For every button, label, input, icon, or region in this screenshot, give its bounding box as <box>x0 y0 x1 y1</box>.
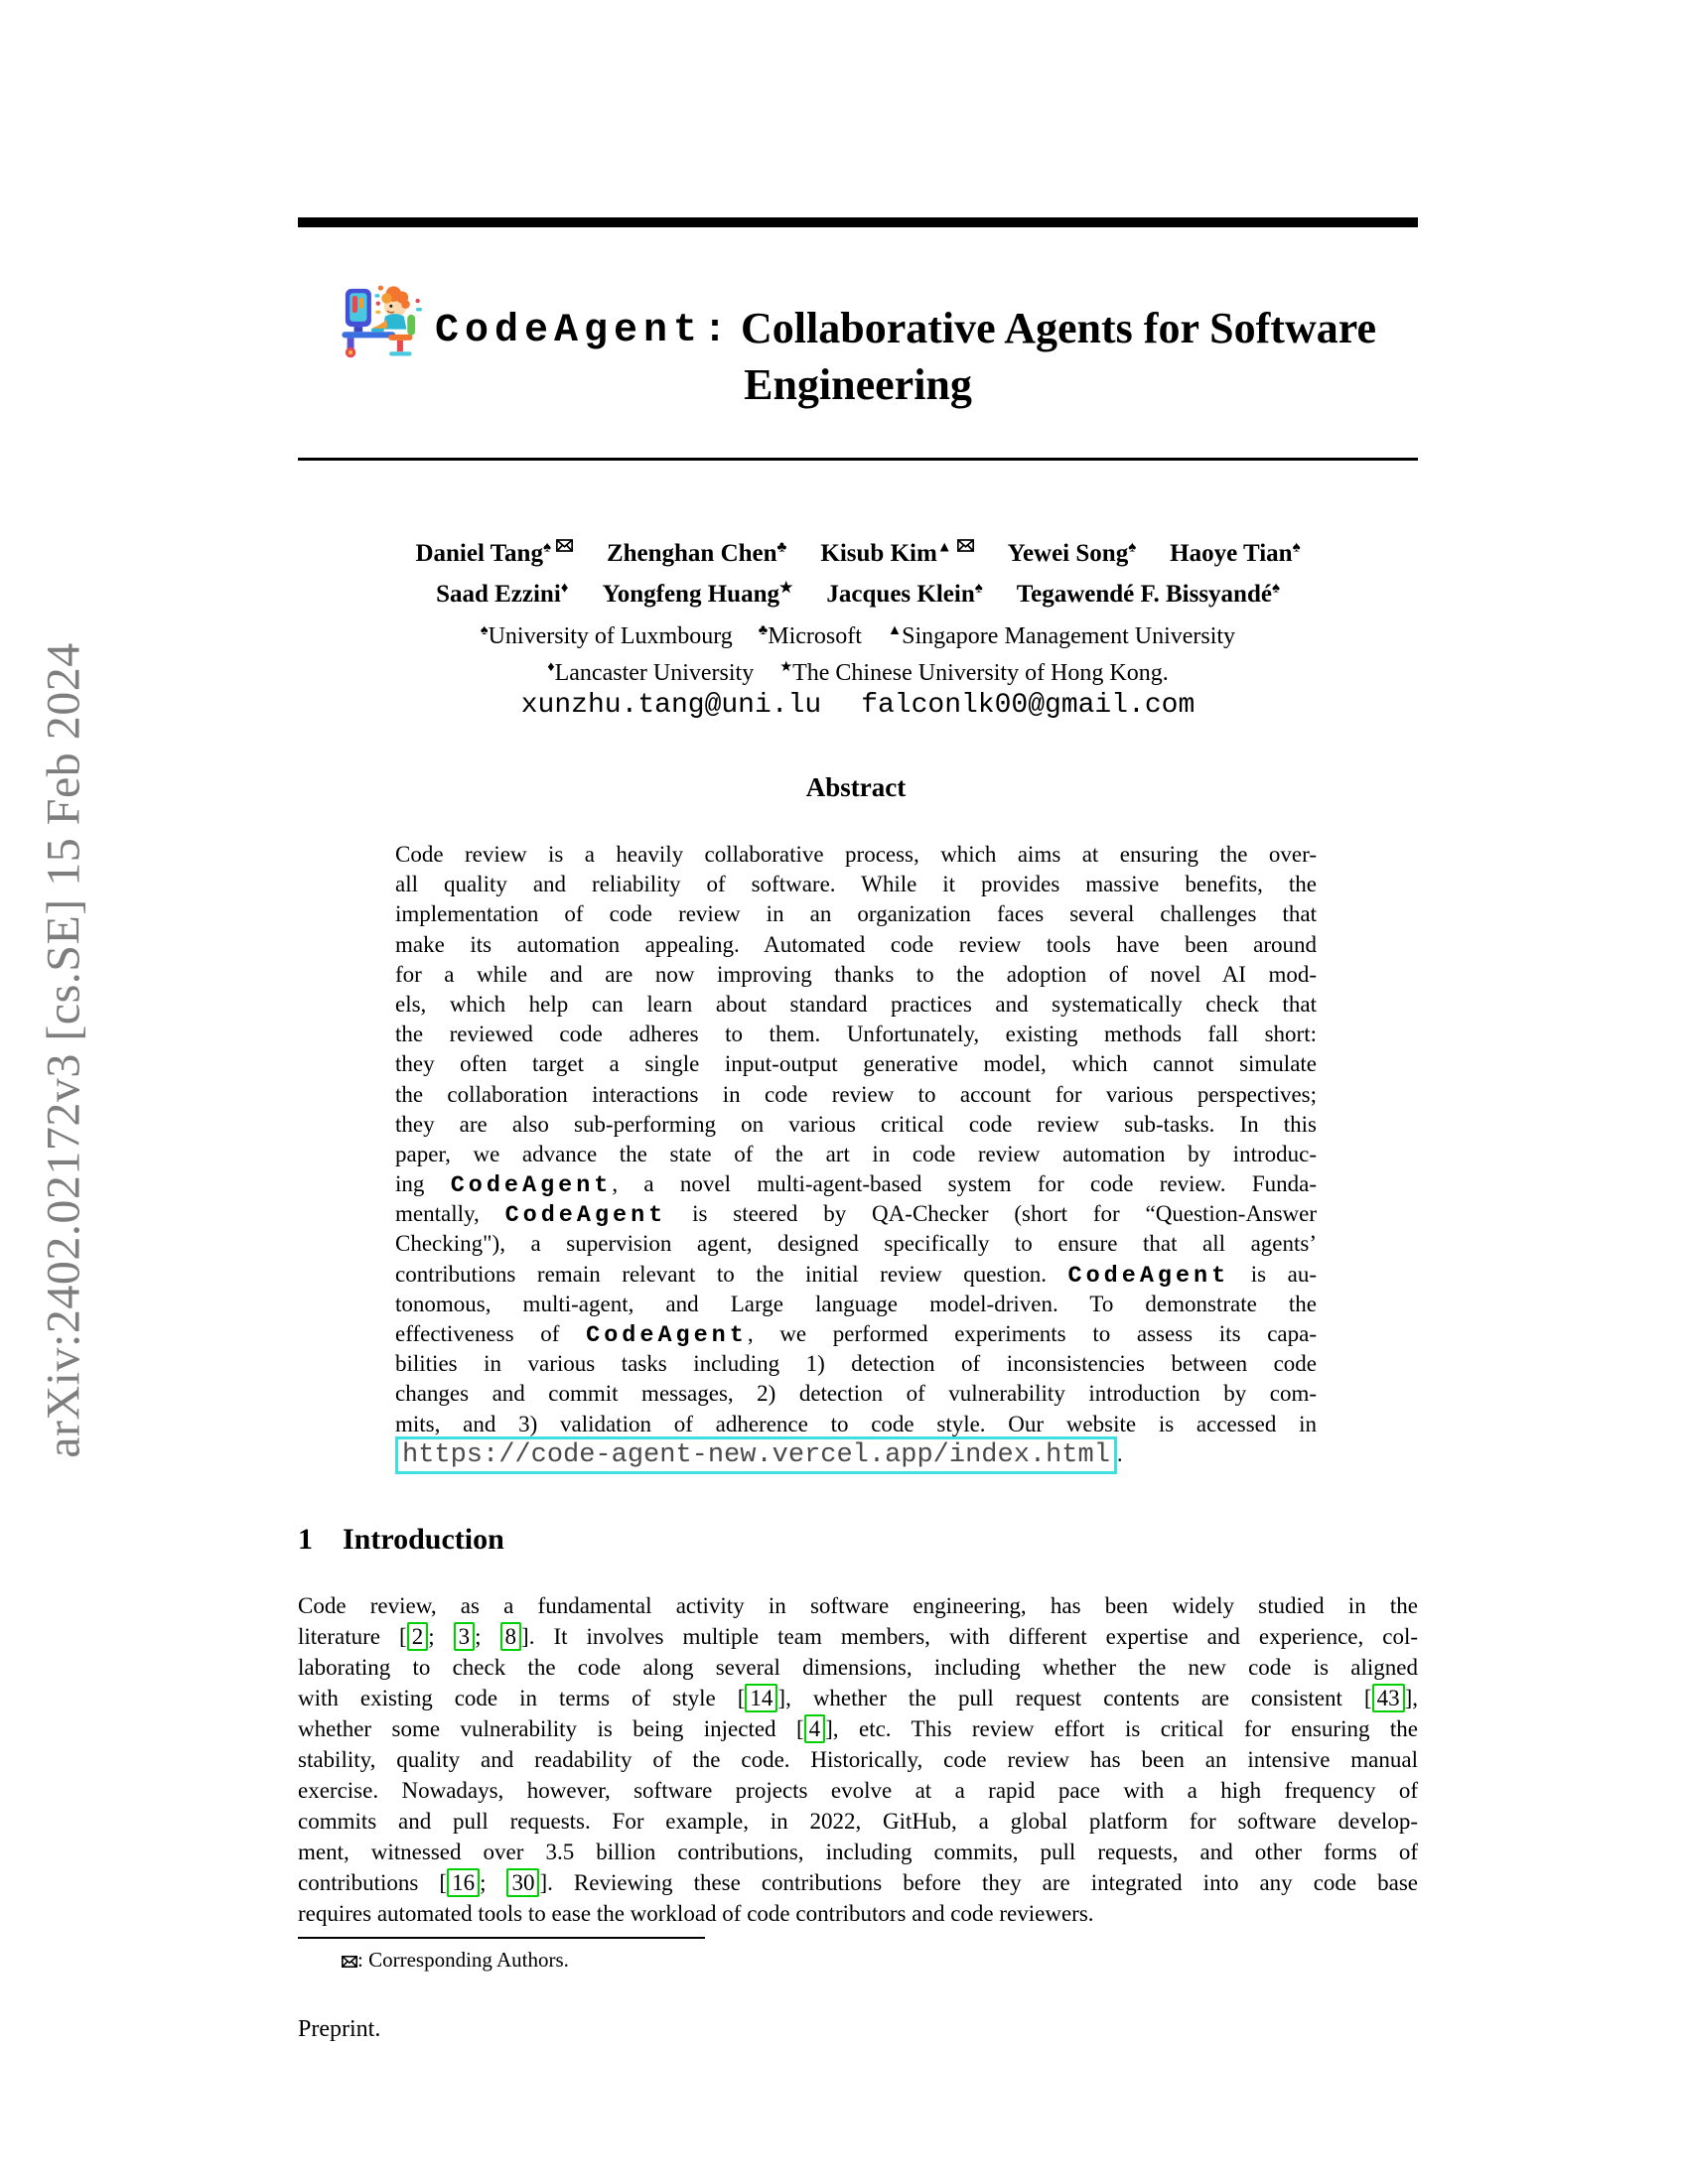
text-span: Code review is a heavily collaborative process, which aims at ensuring the over- <box>395 842 1317 867</box>
affiliation-mark: ▲ <box>936 540 952 556</box>
text-span: ], whether the pull request contents are consistent [ <box>777 1686 1372 1710</box>
text-span: mentally, <box>395 1201 505 1227</box>
text-span: Code review, as a fundamental activity in software engineering, has been widely studied in the <box>298 1593 1418 1618</box>
text-line <box>298 1590 1418 1621</box>
text-span: ], <box>1404 1686 1418 1710</box>
text-span: stability, quality and readability of the code. Historically, code review has been an intensive manual <box>298 1747 1418 1772</box>
text-line <box>395 840 1317 870</box>
introduction-text <box>298 1590 1418 1929</box>
text-line <box>298 1898 1418 1929</box>
text-line <box>395 1020 1317 1049</box>
affiliation-mark: ♠ <box>1271 580 1280 597</box>
text-span: . <box>1116 1440 1123 1466</box>
website-link[interactable]: https://code-agent-new.vercel.app/index.html <box>395 1436 1117 1474</box>
footnote-rule <box>298 1937 705 1939</box>
author-name: Saad Ezzini♦ <box>436 580 569 608</box>
footnote <box>342 1947 569 1973</box>
envelope-icon <box>957 539 974 552</box>
text-line <box>395 1379 1317 1409</box>
text-line <box>298 1867 1418 1898</box>
affiliation-mark: ♠ <box>974 580 983 597</box>
corresponding-author-mark <box>556 533 573 557</box>
text-line <box>395 1349 1317 1379</box>
author-name: Kisub Kim▲ <box>820 540 973 567</box>
text-line <box>395 1290 1317 1319</box>
text-line <box>298 1621 1418 1652</box>
text-line <box>395 1080 1317 1110</box>
text-span: tonomous, multi-agent, and Large language model-driven. To demonstrate the <box>395 1291 1317 1316</box>
author-name: Yewei Song♠ <box>1007 540 1137 568</box>
text-span: implementation of code review in an organization faces several challenges that <box>395 901 1317 927</box>
text-span: ]. Reviewing these contributions before they are integrated into any code base <box>539 1870 1419 1895</box>
author-row <box>298 528 1418 571</box>
text-span: commits and pull requests. For example, in 2022, GitHub, a global platform for software develop- <box>298 1809 1418 1834</box>
citation-link[interactable]: 3 <box>454 1622 476 1651</box>
email-row <box>298 691 1418 721</box>
affiliation-mark: ★ <box>779 658 793 675</box>
text-span: ing <box>395 1171 451 1197</box>
text-line <box>395 899 1317 929</box>
title-mono-part: CodeAgent: <box>434 309 734 353</box>
text-span: contributions remain relevant to the initial review question. <box>395 1261 1068 1287</box>
text-span: contributions [ <box>298 1870 448 1895</box>
codeagent-logo-icon <box>340 282 427 359</box>
corresponding-author-mark <box>957 533 974 557</box>
affiliations <box>298 615 1418 689</box>
text-span: ment, witnessed over 3.5 billion contributions, including commits, pull requests, and other forms of <box>298 1840 1418 1864</box>
text-line <box>298 1713 1418 1744</box>
text-span: is steered by QA-Checker (short for “Question-Answer <box>666 1201 1318 1227</box>
author-row <box>298 571 1418 611</box>
text-span: make its automation appealing. Automated code review tools have been around <box>395 931 1317 957</box>
text-span: they often target a single input-output generative model, which cannot simulate <box>395 1051 1317 1077</box>
text-line <box>395 960 1317 990</box>
codeagent-keyword: CodeAgent <box>504 1202 667 1230</box>
abstract-text <box>395 840 1317 1469</box>
text-span: effectiveness of <box>395 1321 587 1346</box>
affiliation-mark: ▲ <box>887 621 903 638</box>
affiliation: ♠University of Luxmbourg <box>480 621 733 649</box>
section-heading-introduction <box>298 1523 504 1557</box>
text-line <box>395 1169 1317 1199</box>
author-block <box>298 528 1418 721</box>
text-span: all quality and reliability of software. While it provides massive benefits, the <box>395 872 1317 897</box>
abstract-section <box>395 772 1317 1469</box>
author-name: Haoye Tian♠ <box>1170 540 1301 568</box>
citation-link[interactable]: 30 <box>506 1868 539 1897</box>
affiliation-mark: ♠ <box>542 540 551 556</box>
text-span: Checking"), a supervision agent, designed specifically to ensure that all agents’ <box>395 1231 1317 1257</box>
title-rule <box>298 458 1418 461</box>
author-name: Jacques Klein♠ <box>826 580 983 608</box>
text-span: els, which help can learn about standard practices and systematically check that <box>395 991 1317 1017</box>
codeagent-keyword: CodeAgent <box>450 1172 613 1200</box>
envelope-icon <box>556 539 573 552</box>
text-span: they are also sub-performing on various critical code review sub-tasks. In this <box>395 1111 1317 1137</box>
text-span: paper, we advance the state of the art in code review automation by introduc- <box>395 1141 1317 1166</box>
author-name: Zhenghan Chen♣ <box>606 540 787 568</box>
text-span: changes and commit messages, 2) detection of vulnerability introduction by com- <box>395 1381 1317 1407</box>
affiliation: ♣Microsoft <box>758 621 862 649</box>
citation-link[interactable]: 43 <box>1372 1684 1405 1712</box>
text-line <box>395 930 1317 960</box>
text-line <box>395 1439 1317 1469</box>
text-line <box>395 1229 1317 1259</box>
citation-link[interactable]: 8 <box>500 1622 522 1651</box>
section-title: Introduction <box>343 1523 504 1556</box>
paper-title <box>298 270 1418 409</box>
text-line <box>395 1319 1317 1349</box>
text-line <box>395 1140 1317 1169</box>
text-line <box>298 1837 1418 1867</box>
text-span: , a novel multi-agent-based system for code review. Funda- <box>612 1171 1318 1197</box>
text-line <box>395 1410 1317 1439</box>
text-line <box>298 1744 1418 1775</box>
affiliation-mark: ♦ <box>560 580 569 597</box>
text-span: literature [ <box>298 1624 407 1649</box>
affiliation-mark: ♠ <box>1128 540 1137 556</box>
text-line <box>395 990 1317 1020</box>
text-span: whether some vulnerability is being injected [ <box>298 1716 804 1741</box>
text-line <box>395 1199 1317 1229</box>
text-span: exercise. Nowadays, however, software projects evolve at a rapid pace with a high frequency of <box>298 1778 1418 1803</box>
text-span: , we performed experiments to assess its capa- <box>747 1321 1317 1346</box>
text-line <box>298 1775 1418 1806</box>
title-serif-part: Collaborative Agents for Software <box>741 304 1376 352</box>
top-rule <box>298 217 1418 227</box>
affiliation-mark: ♠ <box>480 621 489 638</box>
preprint-label: Preprint. <box>298 2016 381 2042</box>
text-span: requires automated tools to ease the workload of code contributors and code reviewers. <box>298 1901 1094 1926</box>
text-line <box>395 1049 1317 1079</box>
affiliation-mark: ♣ <box>758 621 769 638</box>
text-span: laborating to check the code along several dimensions, including whether the new code is aligned <box>298 1655 1418 1680</box>
text-span: bilities in various tasks including 1) detection of inconsistencies between code <box>395 1351 1317 1377</box>
affiliation-mark: ♣ <box>776 540 787 556</box>
abstract-heading: Abstract <box>805 772 907 802</box>
author-name: Tegawendé F. Bissyandé♠ <box>1016 580 1280 608</box>
citation-link[interactable]: 2 <box>407 1622 429 1651</box>
email-address: xunzhu.tang@uni.lu <box>520 689 822 721</box>
text-span: ; <box>475 1624 500 1649</box>
arxiv-watermark: arXiv:2402.02172v3 [cs.SE] 15 Feb 2024 <box>37 642 90 1458</box>
text-span: mits, and 3) validation of adherence to code style. Our website is accessed in <box>395 1411 1317 1436</box>
text-span: ; <box>480 1870 507 1895</box>
text-span: the collaboration interactions in code review to account for various perspectives; <box>395 1081 1317 1107</box>
text-line <box>395 1260 1317 1290</box>
text-line <box>395 870 1317 899</box>
citation-link[interactable]: 16 <box>447 1868 480 1897</box>
email-address: falconlk00@gmail.com <box>861 689 1196 721</box>
affiliation: ♦Lancaster University <box>547 658 755 686</box>
affiliation-row <box>298 615 1418 652</box>
text-line <box>298 1652 1418 1683</box>
citation-link[interactable]: 14 <box>745 1684 777 1712</box>
footnote-text: : Corresponding Authors. <box>357 1948 569 1972</box>
affiliation: ▲Singapore Management University <box>887 621 1236 649</box>
citation-link[interactable]: 4 <box>804 1714 826 1743</box>
codeagent-keyword: CodeAgent <box>1067 1262 1230 1290</box>
text-span: for a while and are now improving thanks to the adoption of novel AI mod- <box>395 961 1317 987</box>
affiliation-mark: ★ <box>778 580 793 597</box>
author-name: Yongfeng Huang★ <box>602 580 793 608</box>
affiliation-mark: ♠ <box>1292 540 1301 556</box>
affiliation-mark: ♦ <box>547 658 555 675</box>
affiliation: ★The Chinese University of Hong Kong. <box>779 658 1169 686</box>
text-line <box>395 1110 1317 1140</box>
envelope-icon <box>342 1956 357 1968</box>
text-span: ], etc. This review effort is critical for ensuring the <box>825 1716 1419 1741</box>
text-line <box>298 1806 1418 1837</box>
affiliation-row <box>298 652 1418 689</box>
section-number: 1 <box>298 1523 313 1556</box>
text-line <box>298 1683 1418 1713</box>
codeagent-keyword: CodeAgent <box>586 1322 748 1349</box>
text-span: ]. It involves multiple team members, with different expertise and experience, col- <box>521 1624 1419 1649</box>
text-span: ; <box>428 1624 454 1649</box>
title-line2: Engineering <box>744 360 972 409</box>
author-name: Daniel Tang♠ <box>415 540 573 567</box>
text-span: the reviewed code adheres to them. Unfortunately, existing methods fall short: <box>395 1022 1317 1047</box>
text-span: is au- <box>1229 1261 1317 1287</box>
text-span: with existing code in terms of style [ <box>298 1686 746 1710</box>
